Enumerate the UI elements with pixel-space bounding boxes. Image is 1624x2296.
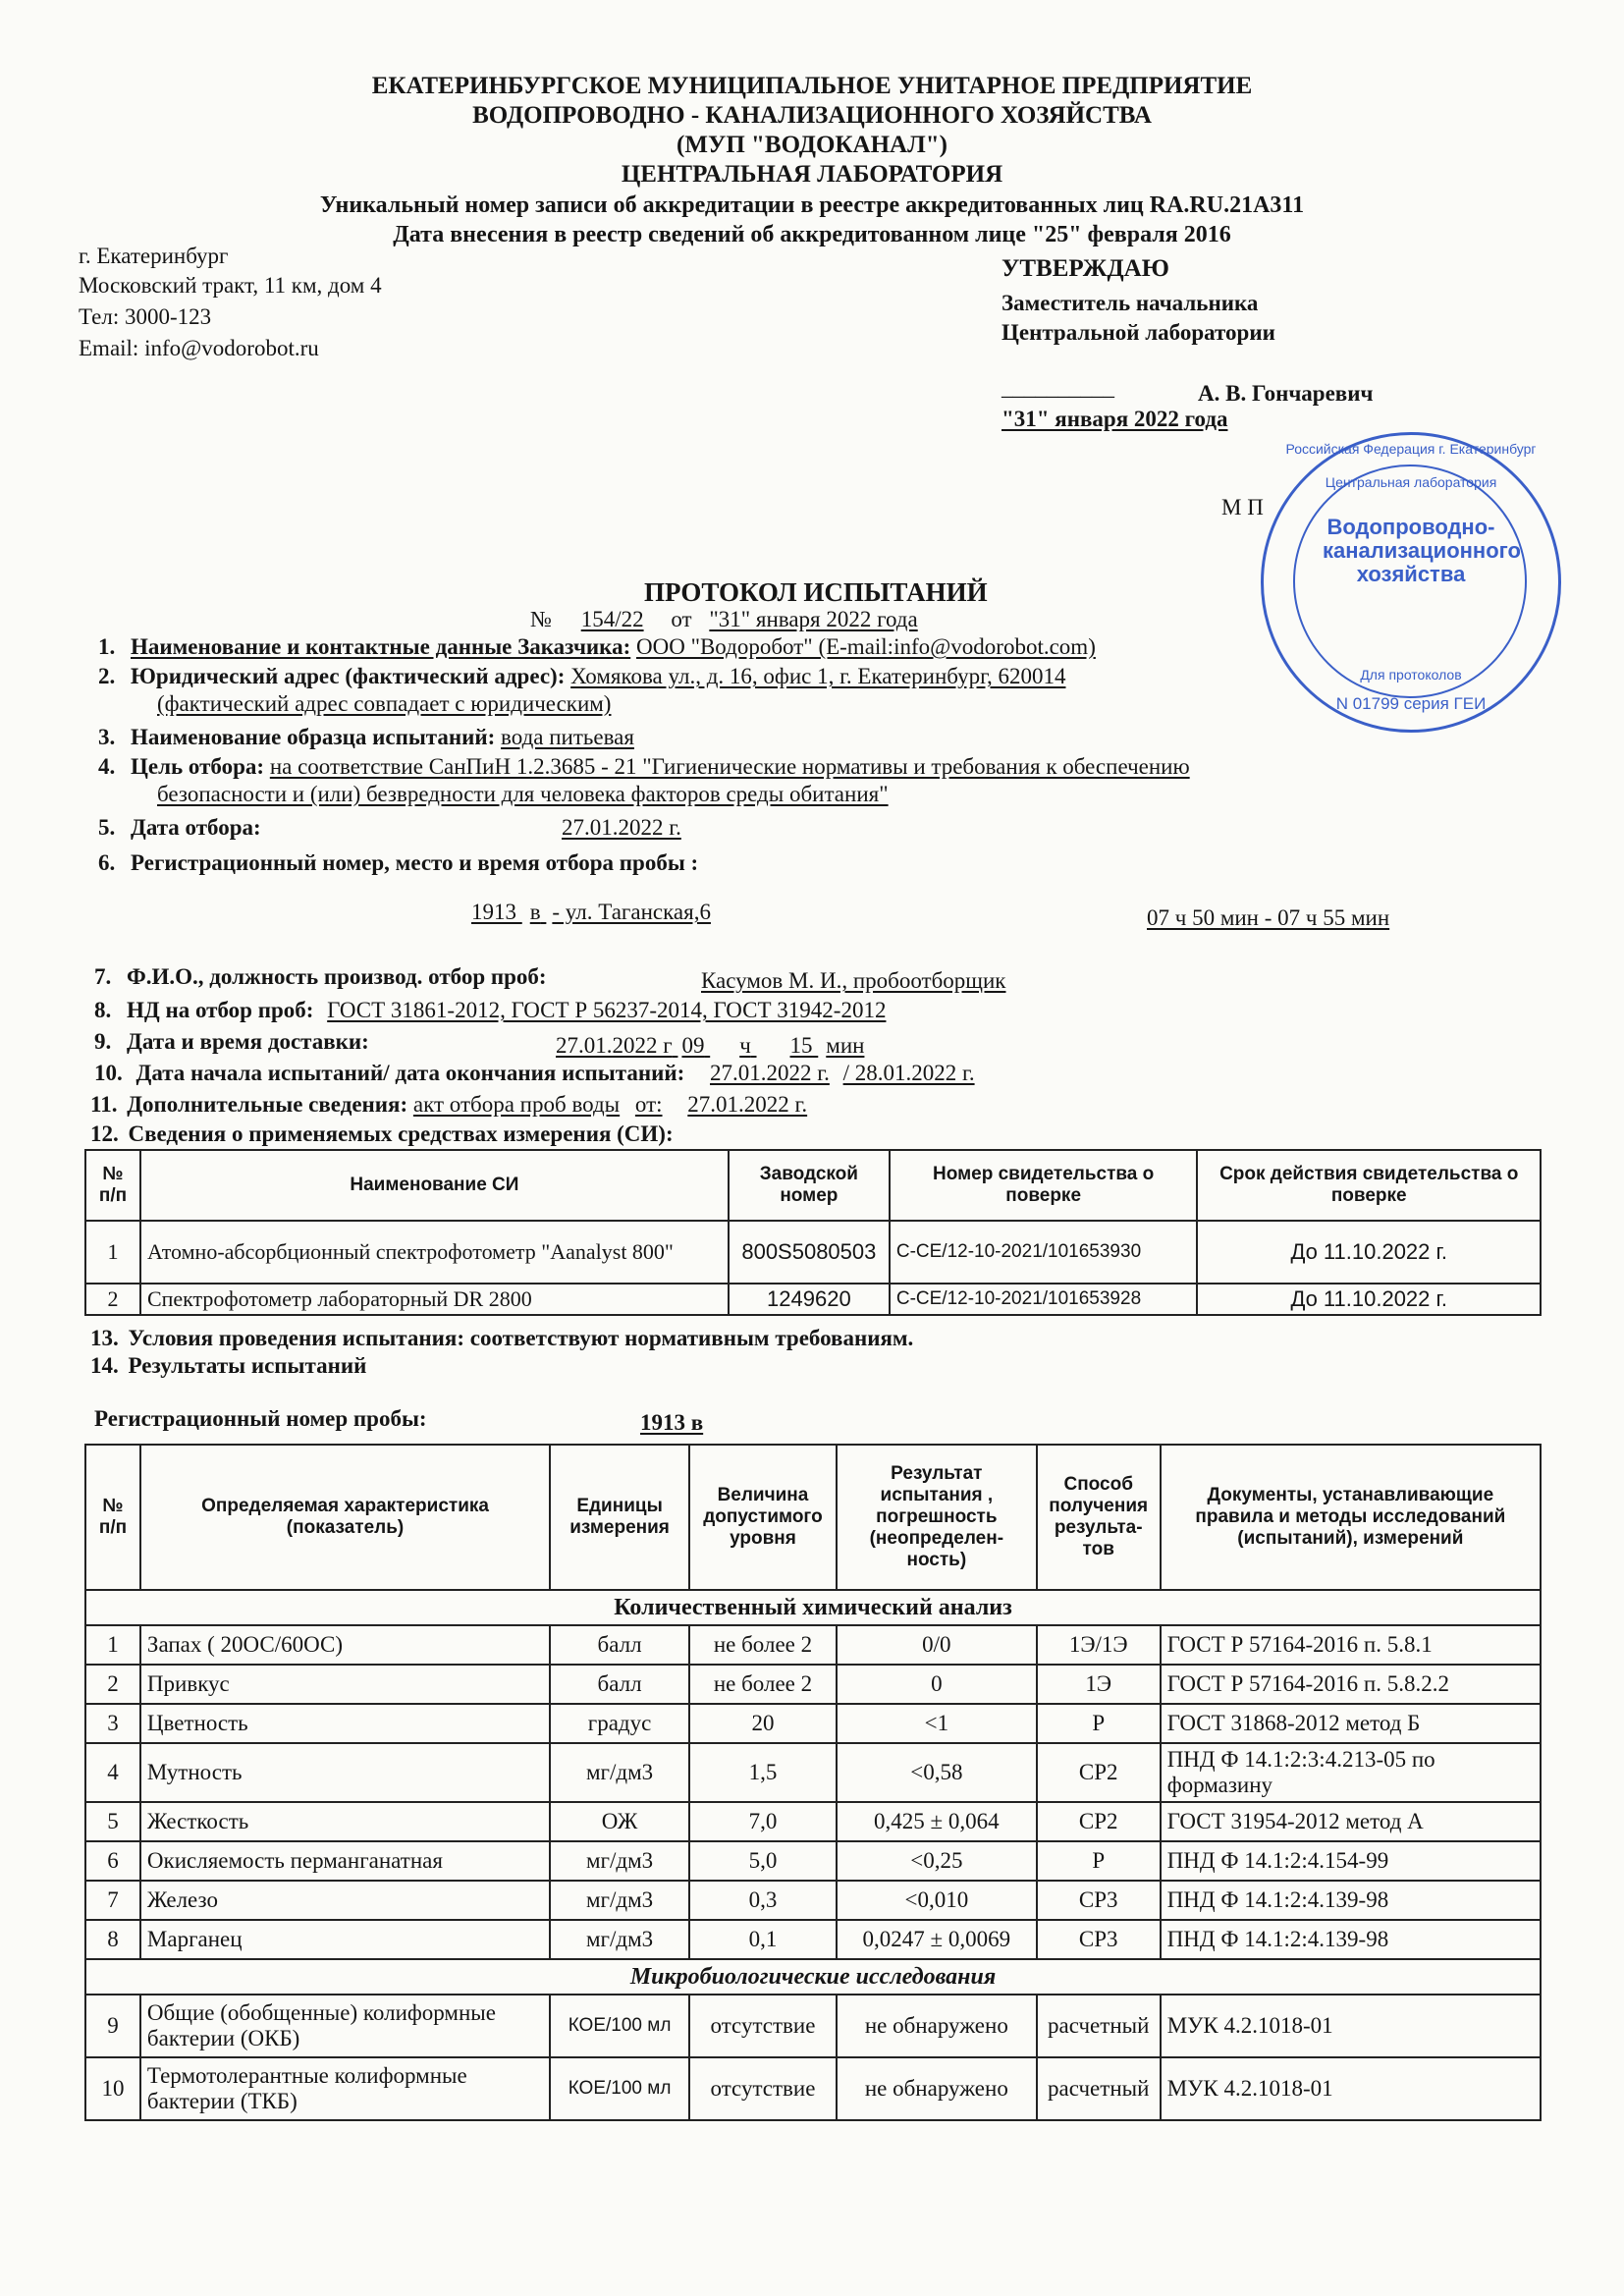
- result-cell: ГОСТ Р 57164-2016 п. 5.8.2.2: [1161, 1665, 1541, 1704]
- res-header-num: № п/п: [85, 1445, 140, 1590]
- item-13-label: Условия проведения испытания: соответствуют нормативным требованиям.: [128, 1326, 914, 1350]
- item-4-num: 4.: [98, 754, 116, 779]
- res-header-method: Способ получения результа-тов: [1037, 1445, 1161, 1590]
- result-cell: 0,0247 ± 0,0069: [837, 1920, 1037, 1959]
- protocol-title: ПРОТОКОЛ ИСПЫТАНИЙ: [644, 577, 988, 607]
- seal-sub-text: Для протоколов: [1360, 667, 1462, 683]
- table-row: [85, 1665, 1541, 1704]
- item-4-value: на соответствие СанПиН 1.2.3685 - 21 "Гигиенические нормативы и требования к обеспечению: [269, 754, 1190, 779]
- item-4: [98, 754, 1190, 780]
- delivery-minutes: 15: [789, 1033, 813, 1058]
- result-cell: Мутность: [140, 1743, 550, 1802]
- result-cell: 0,3: [689, 1881, 837, 1920]
- result-cell: балл: [550, 1625, 689, 1665]
- result-cell: Общие (обобщенные) колиформные бактерии (ОКБ): [140, 1995, 550, 2057]
- si-table-header: [85, 1150, 1541, 1221]
- item-14-label: Результаты испытаний: [128, 1353, 367, 1378]
- table-row: [85, 1743, 1541, 1802]
- result-cell: Р: [1037, 1704, 1161, 1743]
- result-cell: ПНД Ф 14.1:2:4.139-98: [1161, 1881, 1541, 1920]
- address-phone: Тел: 3000-123: [79, 304, 212, 329]
- item-9-num: 9.: [94, 1029, 112, 1054]
- address-street: Московский тракт, 11 км, дом 4: [79, 273, 382, 298]
- item-3-num: 3.: [98, 725, 116, 749]
- item-13: [90, 1326, 913, 1351]
- item-7-num: 7.: [94, 964, 112, 989]
- result-cell: Запах ( 20ОС/60ОС): [140, 1625, 550, 1665]
- item-5-label: Дата отбора:: [131, 815, 261, 840]
- res-header-limit: Величина допустимого уровня: [689, 1445, 837, 1590]
- result-cell: ПНД Ф 14.1:2:3:4.213-05 по формазину: [1161, 1743, 1541, 1802]
- result-cell: 7,0: [689, 1802, 837, 1841]
- item-11: [90, 1092, 807, 1118]
- protocol-number-row: [530, 607, 918, 632]
- si-cell: Спектрофотометр лабораторный DR 2800: [140, 1284, 729, 1315]
- si-cell: 2: [85, 1284, 140, 1315]
- item-2-num: 2.: [98, 664, 116, 688]
- result-cell: 0/0: [837, 1625, 1037, 1665]
- seal-ring-text: Центральная лаборатория: [1325, 474, 1497, 490]
- item-11-num: 11.: [90, 1092, 118, 1117]
- org-name-line1: ЕКАТЕРИНБУРГСКОЕ МУНИЦИПАЛЬНОЕ УНИТАРНОЕ ПРЕДПРИЯТИЕ: [371, 73, 1253, 99]
- address-email: Email: info@vodorobot.ru: [79, 336, 319, 360]
- section-chemical: [85, 1590, 1541, 1625]
- item-14: [90, 1353, 366, 1379]
- result-cell: 7: [85, 1881, 140, 1920]
- address-city: г. Екатеринбург: [79, 244, 229, 268]
- result-cell: не обнаружено: [837, 2057, 1037, 2120]
- result-cell: 3: [85, 1704, 140, 1743]
- delivery-hours-unit: ч: [739, 1033, 751, 1058]
- item-13-num: 13.: [90, 1326, 119, 1350]
- si-cell: 1: [85, 1221, 140, 1284]
- seal-place-mark: М П: [1221, 495, 1264, 519]
- item-3-label: Наименование образца испытаний:: [131, 725, 496, 749]
- item-1-value: ООО "Водоробот" (E-mail:info@vodorobot.com): [636, 634, 1096, 659]
- result-cell: отсутствие: [689, 1995, 837, 2057]
- result-cell: <1: [837, 1704, 1037, 1743]
- result-cell: <0,010: [837, 1881, 1037, 1920]
- result-cell: мг/дм3: [550, 1841, 689, 1881]
- item-8-num: 8.: [94, 998, 112, 1022]
- item-12-num: 12.: [90, 1121, 119, 1146]
- result-cell: Привкус: [140, 1665, 550, 1704]
- item-7-label: Ф.И.О., должность производ. отбор проб:: [127, 964, 547, 989]
- result-cell: ГОСТ 31868-2012 метод Б: [1161, 1704, 1541, 1743]
- res-header-unit: Единицы измерения: [550, 1445, 689, 1590]
- result-cell: 9: [85, 1995, 140, 2057]
- item-2-value: Хомякова ул., д. 16, офис 1, г. Екатеринбург, 620014: [570, 664, 1066, 688]
- result-cell: СР2: [1037, 1802, 1161, 1841]
- item-1-label: Наименование и контактные данные Заказчика:: [131, 634, 631, 659]
- seal-center-text: Водопроводно-канализационного хозяйства: [1323, 515, 1521, 586]
- item-11-value: акт отбора проб воды: [412, 1092, 621, 1117]
- item-6-place: - ул. Таганская,6: [552, 900, 711, 924]
- item-9: [94, 1029, 369, 1055]
- protocol-number: 154/22: [580, 607, 644, 631]
- item-10: [94, 1061, 975, 1086]
- result-cell: Марганец: [140, 1920, 550, 1959]
- si-cell: Атомно-абсорбционный спектрофотометр "Aanalyst 800": [140, 1221, 729, 1284]
- item-14-num: 14.: [90, 1353, 119, 1378]
- item-11-from: от:: [634, 1092, 663, 1117]
- result-cell: 1Э/1Э: [1037, 1625, 1161, 1665]
- si-cell: До 11.10.2022 г.: [1197, 1221, 1541, 1284]
- item-2-note: (фактический адрес совпадает с юридическим): [157, 691, 612, 716]
- protocol-number-label: №: [530, 607, 552, 631]
- signature-line: __________: [1001, 375, 1114, 400]
- section-microbiology-label: Микробиологические исследования: [85, 1959, 1541, 1995]
- result-cell: мг/дм3: [550, 1743, 689, 1802]
- result-cell: МУК 4.2.1018-01: [1161, 2057, 1541, 2120]
- table-row: [85, 1221, 1541, 1284]
- item-6-time: 07 ч 50 мин - 07 ч 55 мин: [1147, 905, 1390, 930]
- result-cell: 0,425 ± 0,064: [837, 1802, 1037, 1841]
- protocol-date: "31" января 2022 года: [709, 607, 918, 631]
- result-cell: Цветность: [140, 1704, 550, 1743]
- lab-name: ЦЕНТРАЛЬНАЯ ЛАБОРАТОРИЯ: [621, 161, 1003, 188]
- item-11-label: Дополнительные сведения:: [127, 1092, 408, 1117]
- result-cell: Железо: [140, 1881, 550, 1920]
- item-10-label: Дата начала испытаний/ дата окончания испытаний:: [135, 1061, 685, 1085]
- result-cell: 0,1: [689, 1920, 837, 1959]
- item-12-label: Сведения о применяемых средствах измерения (СИ):: [128, 1121, 674, 1146]
- delivery-hours: 09: [681, 1033, 705, 1058]
- table-row: [85, 1284, 1541, 1315]
- result-cell: не более 2: [689, 1625, 837, 1665]
- si-header-serial: Заводской номер: [729, 1150, 890, 1221]
- result-cell: 5: [85, 1802, 140, 1841]
- result-cell: 8: [85, 1920, 140, 1959]
- seal-series: N 01799 серия ГЕИ: [1335, 694, 1487, 713]
- item-9-label: Дата и время доставки:: [127, 1029, 369, 1054]
- result-cell: ГОСТ 31954-2012 метод А: [1161, 1802, 1541, 1841]
- item-6: [98, 850, 698, 876]
- result-cell: расчетный: [1037, 2057, 1161, 2120]
- si-header-name: Наименование СИ: [140, 1150, 729, 1221]
- result-cell: 0: [837, 1665, 1037, 1704]
- si-cell: С-СЕ/12-10-2021/101653928: [890, 1284, 1198, 1315]
- result-cell: 4: [85, 1743, 140, 1802]
- si-cell: 1249620: [729, 1284, 890, 1315]
- si-header-validity: Срок действия свидетельства о поверке: [1197, 1150, 1541, 1221]
- item-2: [98, 664, 1065, 689]
- item-5-value: 27.01.2022 г.: [562, 815, 681, 840]
- item-10-start: 27.01.2022 г.: [710, 1061, 830, 1085]
- table-row: [85, 1802, 1541, 1841]
- table-row: [85, 1920, 1541, 1959]
- section-microbiology: [85, 1959, 1541, 1995]
- result-cell: Окисляемость перманганатная: [140, 1841, 550, 1881]
- result-cell: мг/дм3: [550, 1881, 689, 1920]
- item-5-num: 5.: [98, 815, 116, 840]
- result-cell: Р: [1037, 1841, 1161, 1881]
- result-cell: Термотолерантные колиформные бактерии (ТКБ): [140, 2057, 550, 2120]
- approver-position-2: Центральной лаборатории: [1001, 320, 1275, 345]
- result-cell: <0,25: [837, 1841, 1037, 1881]
- si-header-certificate: Номер свидетельства о поверке: [890, 1150, 1198, 1221]
- result-cell: <0,58: [837, 1743, 1037, 1802]
- item-11-date: 27.01.2022 г.: [687, 1092, 808, 1117]
- approver-position-1: Заместитель начальника: [1001, 291, 1259, 315]
- delivery-minutes-unit: мин: [826, 1033, 865, 1058]
- result-cell: СР3: [1037, 1920, 1161, 1959]
- res-header-result: Результат испытания , погрешность (неопределен-ность): [837, 1445, 1037, 1590]
- si-cell: С-СЕ/12-10-2021/101653930: [890, 1221, 1198, 1284]
- organization-seal: [1261, 432, 1561, 733]
- item-12: [90, 1121, 674, 1147]
- registry-date: Дата внесения в реестр сведений об аккредитованном лице "25" февраля 2016: [393, 222, 1231, 247]
- org-name-line2: ВОДОПРОВОДНО - КАНАЛИЗАЦИОННОГО ХОЗЯЙСТВА: [472, 102, 1152, 129]
- item-6-sample-place: [471, 900, 711, 925]
- si-cell: 800S5080503: [729, 1221, 890, 1284]
- protocol-date-label: от: [671, 607, 692, 631]
- results-header: [85, 1445, 1541, 1590]
- delivery-date: 27.01.2022 г: [556, 1033, 673, 1058]
- item-4-label: Цель отбора:: [131, 754, 265, 779]
- item-3-value: вода питьевая: [501, 725, 634, 749]
- item-6-label: Регистрационный номер, место и время отбора пробы :: [131, 850, 699, 875]
- org-name-line3: (МУП "ВОДОКАНАЛ"): [677, 132, 947, 158]
- table-row: [85, 1625, 1541, 1665]
- item-2-label: Юридический адрес (фактический адрес):: [131, 664, 566, 688]
- section-chemical-label: Количественный химический анализ: [85, 1590, 1541, 1625]
- result-cell: 1: [85, 1625, 140, 1665]
- item-8-label: НД на отбор проб:: [127, 998, 314, 1022]
- res-header-indicator: Определяемая характеристика (показатель): [140, 1445, 550, 1590]
- result-cell: 2: [85, 1665, 140, 1704]
- accreditation-number: Уникальный номер записи об аккредитации в реестре аккредитованных лиц RA.RU.21А311: [319, 192, 1305, 218]
- result-cell: 20: [689, 1704, 837, 1743]
- sample-reg-number: 1913 в: [640, 1410, 704, 1435]
- result-cell: СР2: [1037, 1743, 1161, 1802]
- result-cell: 6: [85, 1841, 140, 1881]
- item-7-value: Касумов М. И., пробоотборщик: [701, 968, 1006, 993]
- result-cell: градус: [550, 1704, 689, 1743]
- result-cell: ПНД Ф 14.1:2:4.154-99: [1161, 1841, 1541, 1881]
- result-cell: балл: [550, 1665, 689, 1704]
- approval-date: "31" января 2022 года: [1001, 407, 1228, 431]
- result-cell: ОЖ: [550, 1802, 689, 1841]
- result-cell: 1,5: [689, 1743, 837, 1802]
- result-cell: расчетный: [1037, 1995, 1161, 2057]
- result-cell: ПНД Ф 14.1:2:4.139-98: [1161, 1920, 1541, 1959]
- table-row: [85, 2057, 1541, 2120]
- result-cell: отсутствие: [689, 2057, 837, 2120]
- result-cell: Жесткость: [140, 1802, 550, 1841]
- table-row: [85, 1881, 1541, 1920]
- sample-reg-label: Регистрационный номер пробы:: [94, 1406, 427, 1431]
- table-row: [85, 1995, 1541, 2057]
- item-4-continued: безопасности и (или) безвредности для человека факторов среды обитания": [157, 782, 889, 806]
- item-5: [98, 815, 261, 841]
- result-cell: МУК 4.2.1018-01: [1161, 1995, 1541, 2057]
- result-cell: мг/дм3: [550, 1920, 689, 1959]
- item-10-num: 10.: [94, 1061, 123, 1085]
- item-7: [94, 964, 547, 990]
- item-9-value: [556, 1033, 864, 1059]
- item-1: [98, 634, 1096, 660]
- item-8: [94, 998, 886, 1023]
- result-cell: не более 2: [689, 1665, 837, 1704]
- item-3: [98, 725, 634, 750]
- result-cell: СР3: [1037, 1881, 1161, 1920]
- result-cell: КОЕ/100 мл: [550, 1995, 689, 2057]
- approver-name: А. В. Гончаревич: [1198, 381, 1374, 406]
- approve-heading: УТВЕРЖДАЮ: [1001, 255, 1169, 282]
- result-cell: не обнаружено: [837, 1995, 1037, 2057]
- item-1-num: 1.: [98, 634, 116, 659]
- result-cell: 5,0: [689, 1841, 837, 1881]
- si-cell: До 11.10.2022 г.: [1197, 1284, 1541, 1315]
- res-header-documents: Документы, устанавливающие правила и методы исследований (испытаний), измерений: [1161, 1445, 1541, 1590]
- table-row: [85, 1704, 1541, 1743]
- item-10-end: / 28.01.2022 г.: [842, 1061, 975, 1085]
- table-row: [85, 1841, 1541, 1881]
- results-table: [84, 1444, 1542, 2121]
- result-cell: 10: [85, 2057, 140, 2120]
- item-6-reg: 1913: [471, 900, 516, 924]
- result-cell: КОЕ/100 мл: [550, 2057, 689, 2120]
- si-header-num: № п/п: [85, 1150, 140, 1221]
- result-cell: 1Э: [1037, 1665, 1161, 1704]
- item-6-reg-suffix: в: [529, 900, 541, 924]
- result-cell: ГОСТ Р 57164-2016 п. 5.8.1: [1161, 1625, 1541, 1665]
- seal-outer-text: Российская Федерация г. Екатеринбург: [1285, 441, 1537, 457]
- measuring-instruments-table: [84, 1149, 1542, 1316]
- item-6-num: 6.: [98, 850, 116, 875]
- item-8-value: ГОСТ 31861-2012, ГОСТ Р 56237-2014, ГОСТ 31942-2012: [327, 998, 887, 1022]
